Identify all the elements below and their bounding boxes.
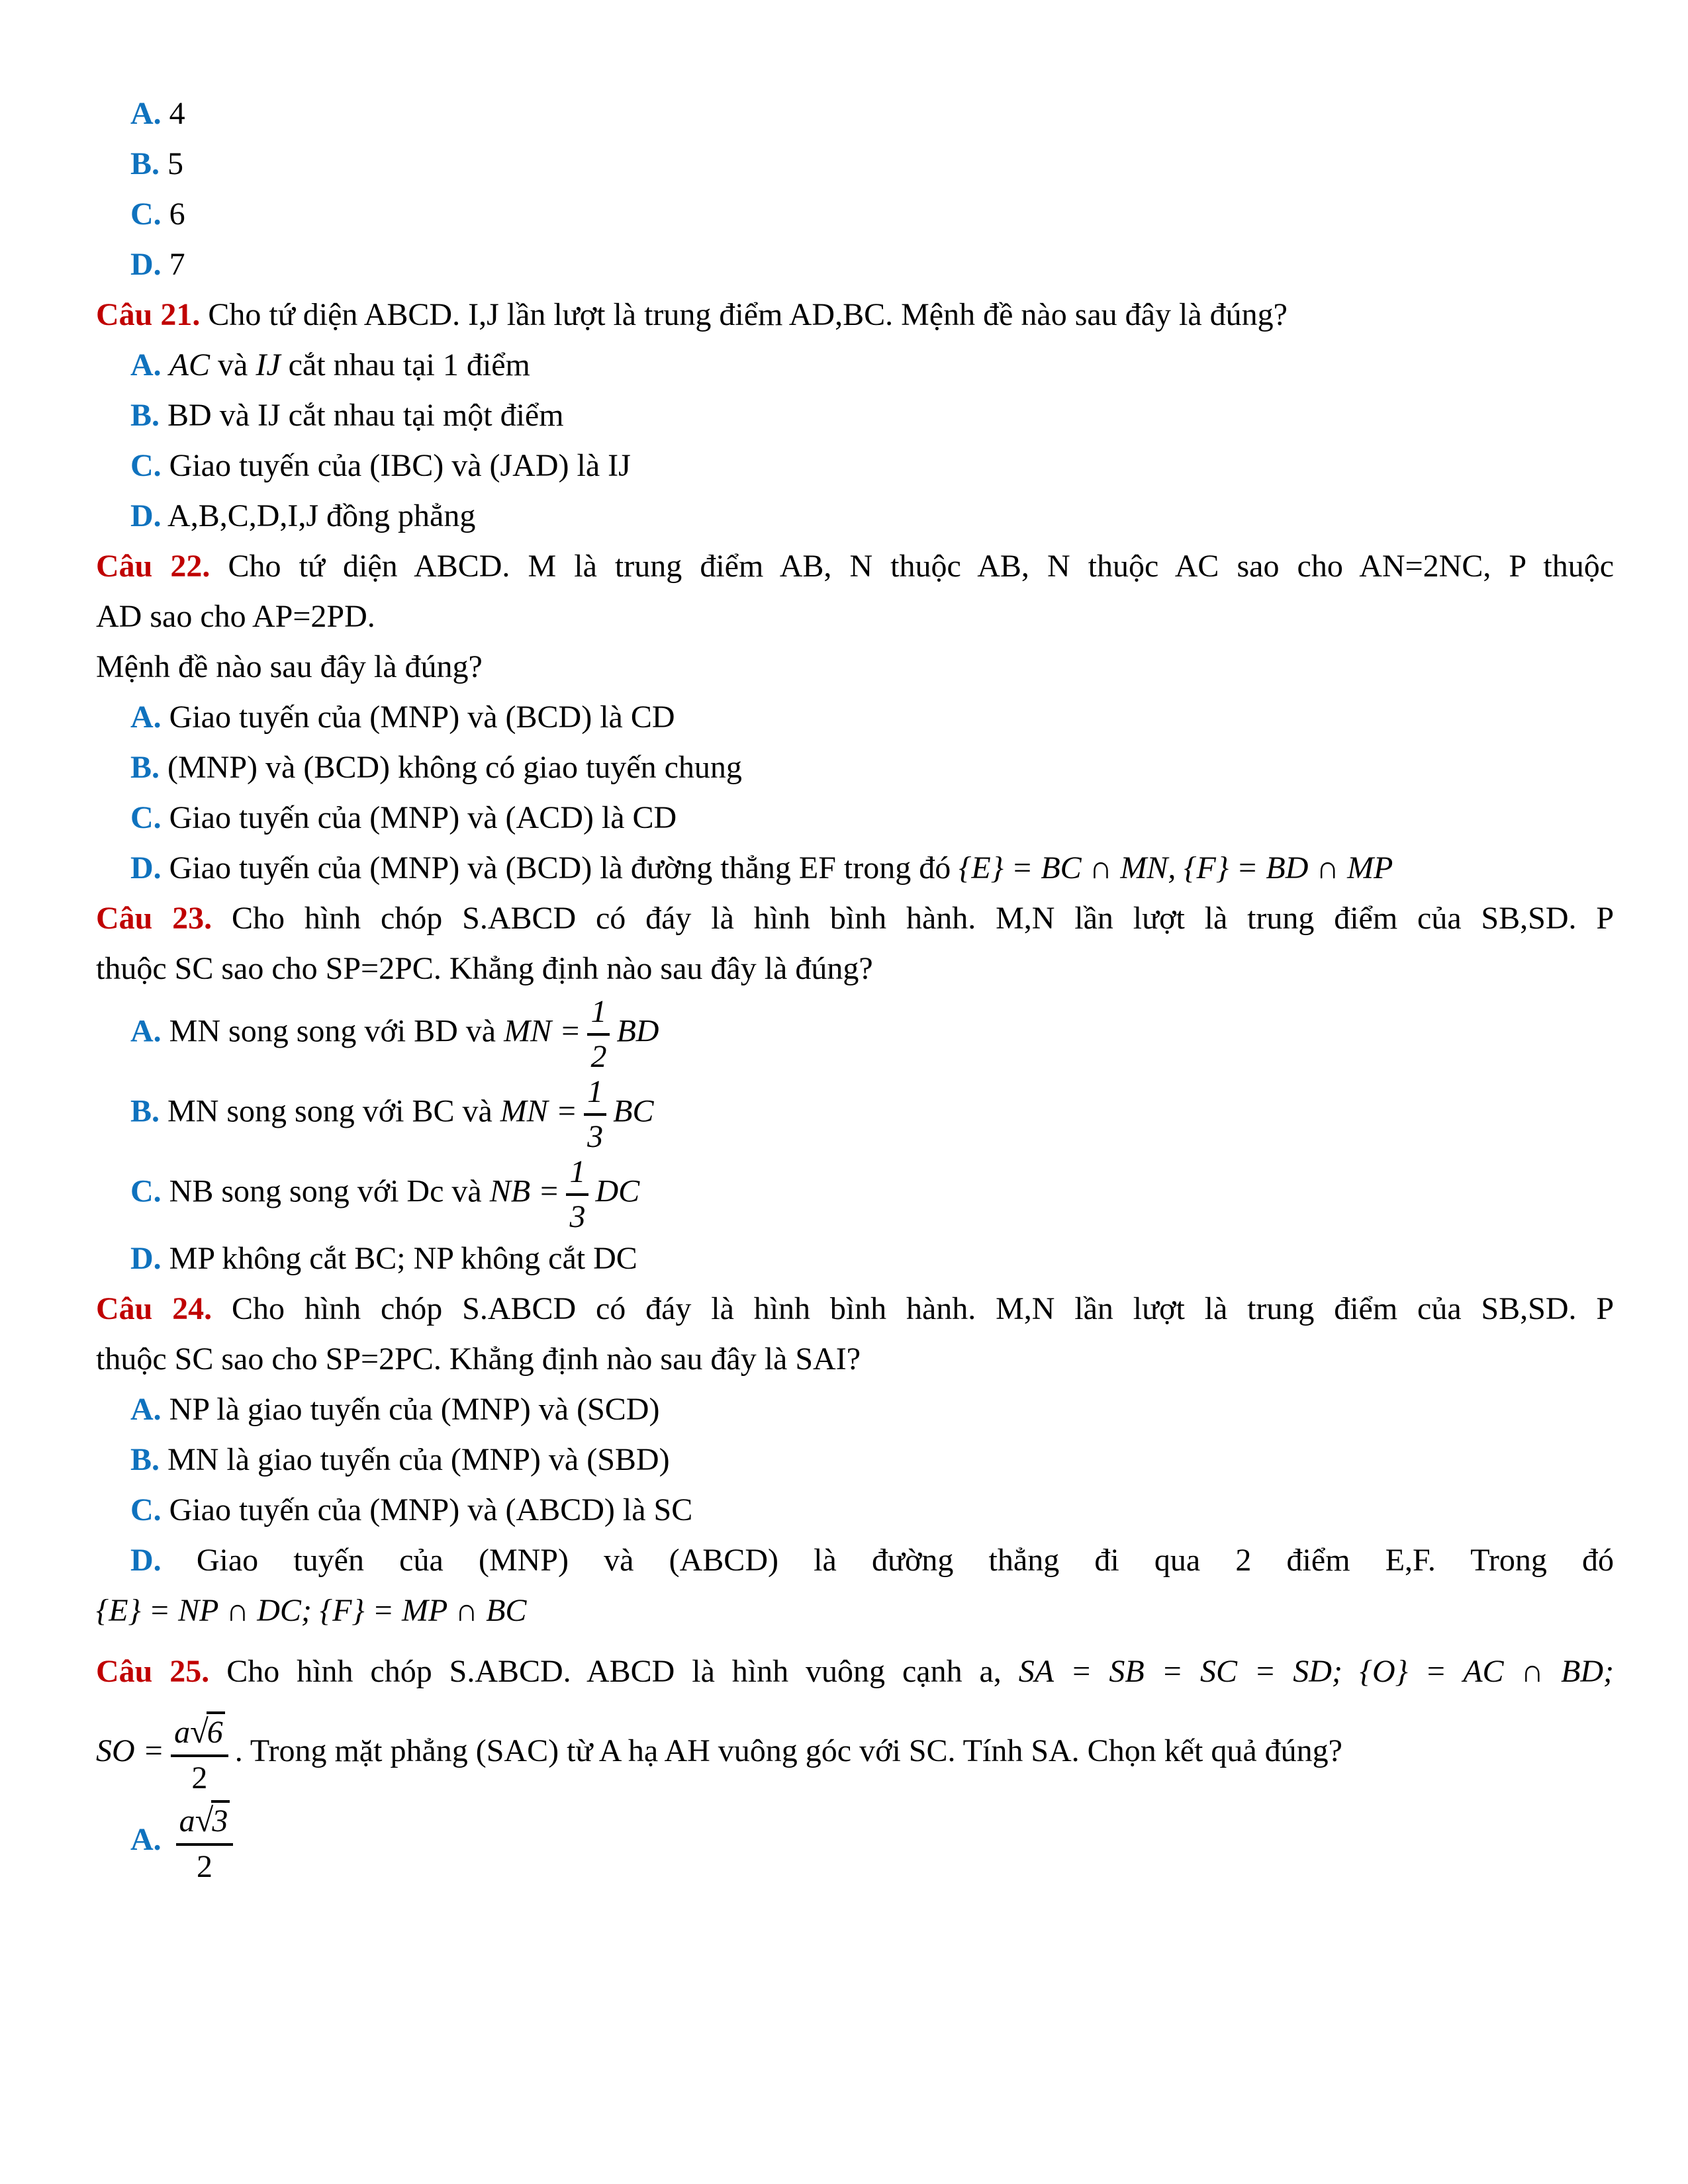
question-24-option-a [130,1385,1614,1435]
option-text: Giao tuyến của (MNP) và (ACD) là CD [169,800,677,835]
fraction-denominator: 2 [197,1848,212,1884]
math-var: IJ [256,347,281,383]
option-letter: A. [130,96,162,131]
question-24-stem-line2: thuộc SC sao cho SP=2PC. Khẳng định nào sau đây là SAI? [96,1342,861,1377]
option-text: MN là giao tuyến của (MNP) và (SBD) [167,1442,670,1478]
math-rhs: BD [616,1013,659,1049]
question-24-text: Cho hình chóp S.ABCD có đáy là hình bình hành. M,N lần lượt là trung điểm của SB,SD. P [232,1291,1615,1327]
question-22-option-c [130,793,1614,843]
option-letter: B. [130,1442,160,1478]
question-25-stem-line1 [96,1647,1614,1697]
fraction-numerator: 1 [584,1074,606,1116]
question-25-text: Cho hình chóp S.ABCD. ABCD là hình vuông cạnh a, [226,1654,1019,1690]
question-23-stem-line1 [96,893,1614,944]
option-letter: C. [130,800,162,835]
prev-question-option-a [130,89,1614,139]
option-letter: A. [130,1392,162,1428]
question-23-label: Câu 23. [96,901,212,936]
question-21-option-d [130,491,1614,541]
fraction-numerator: 1 [587,994,610,1036]
question-22-stem-line1 [96,541,1614,592]
question-23-text: Cho hình chóp S.ABCD có đáy là hình bình hành. M,N lần lượt là trung điểm của SB,SD. P [232,901,1615,936]
option-text: cắt nhau tại 1 điểm [280,347,530,383]
math-expression: SA = SB = SC = SD; {O} = AC ∩ BD; [1018,1654,1615,1690]
option-text: Giao tuyến của (IBC) và (JAD) là IJ [169,448,631,483]
math-rhs: DC [595,1173,640,1208]
math-lhs: MN = [500,1093,578,1129]
question-24-option-d-line2: {E} = NP ∩ DC; {F} = MP ∩ BC [96,1593,527,1629]
option-letter: A. [130,347,162,383]
question-22-label: Câu 22. [96,549,211,584]
math-expression: {E} = BC ∩ MN, {F} = BD ∩ MP [959,850,1393,886]
question-25-label: Câu 25. [96,1654,210,1690]
option-text: Giao tuyến của (MNP) và (ABCD) là đường thẳng đi qua 2 điểm E,F. Trong đó [196,1543,1614,1578]
math-rhs: BC [613,1093,654,1129]
option-letter: B. [130,750,160,785]
question-22-option-d [130,843,1614,893]
question-23 [96,893,1614,1284]
option-text: MP không cắt BC; NP không cắt DC [169,1241,637,1277]
option-letter: C. [130,1173,162,1208]
option-text: 4 [169,96,185,131]
question-22-text: Cho tứ diện ABCD. M là trung điểm AB, N thuộc AB, N thuộc AC sao cho AN=2NC, P thuộc [228,549,1615,584]
question-23-option-c [130,1154,1614,1234]
fraction [171,1713,228,1795]
fraction [587,994,610,1074]
question-21 [96,290,1614,541]
option-text: 5 [167,146,184,181]
question-21-stem [96,290,1614,340]
question-24-stem-line1 [96,1284,1614,1334]
option-text: Giao tuyến của (MNP) và (ABCD) là SC [169,1492,693,1528]
radicand: 6 [207,1711,225,1750]
question-23-option-b [130,1074,1614,1154]
option-letter: D. [130,247,162,282]
question-24-option-c [130,1485,1614,1535]
prev-question-option-d [130,240,1614,290]
question-21-label: Câu 21. [96,297,201,332]
question-25-stem-line2 [96,1713,1614,1795]
question-22 [96,541,1614,893]
question-25 [96,1647,1614,1884]
question-25-text-rest: . Trong mặt phẳng (SAC) từ A hạ AH vuông góc với SC. Tính SA. Chọn kết quả đúng? [234,1733,1342,1769]
question-23-option-a [130,994,1614,1074]
option-letter: B. [130,146,160,181]
option-letter: D. [130,1241,162,1277]
fraction-numerator: 1 [566,1154,588,1196]
option-text: Giao tuyến của (MNP) và (BCD) là CD [169,700,675,735]
prev-question-option-b [130,139,1614,189]
radicand: 3 [211,1800,230,1839]
option-letter: D. [130,1543,162,1578]
fraction-denominator: 2 [590,1039,607,1075]
fraction-denominator: 3 [587,1119,604,1155]
question-21-text: Cho tứ diện ABCD. I,J lần lượt là trung điểm AD,BC. Mệnh đề nào sau đây là đúng? [208,297,1288,332]
math-lhs: MN = [504,1013,581,1049]
option-letter: A. [130,1822,162,1858]
question-24 [96,1284,1614,1636]
fraction-numerator [171,1713,228,1756]
option-text: 6 [169,197,185,232]
question-22-stem-line2: AD sao cho AP=2PD. [96,599,375,634]
math-lhs: SO = [96,1733,165,1769]
question-23-stem-line2: thuộc SC sao cho SP=2PC. Khẳng định nào sau đây là đúng? [96,951,873,986]
option-letter: B. [130,398,160,433]
radical-icon: √ [190,1713,209,1751]
question-22-stem-line3: Mệnh đề nào sau đây là đúng? [96,649,483,684]
option-text: MN song song với BD và [169,1013,504,1049]
option-text: NP là giao tuyến của (MNP) và (SCD) [169,1392,660,1428]
question-21-option-a [130,340,1614,390]
fraction [566,1154,588,1234]
question-21-option-b [130,390,1614,441]
question-23-option-d [130,1234,1614,1284]
option-text: 7 [169,247,185,282]
option-text: MN song song với BC và [167,1093,500,1129]
math-var: AC [169,347,211,383]
fraction-denominator: 2 [191,1760,208,1796]
question-24-option-d-line1 [130,1535,1614,1586]
math-lhs: NB = [489,1173,560,1208]
math-var: a [174,1715,191,1751]
question-22-option-a [130,692,1614,743]
option-letter: B. [130,1093,160,1129]
fraction [584,1074,606,1154]
prev-question-option-c [130,189,1614,240]
option-text: BD và IJ cắt nhau tại một điểm [167,398,564,433]
question-21-option-c [130,441,1614,491]
option-text: và [210,347,256,383]
fraction-numerator [176,1801,234,1845]
option-text: Giao tuyến của (MNP) và (BCD) là đường thẳng EF trong đó [169,850,959,886]
math-var: a [179,1803,195,1839]
option-text: NB song song với Dc và [169,1173,490,1208]
question-22-option-b [130,743,1614,793]
fraction-denominator: 3 [569,1199,586,1234]
question-24-label: Câu 24. [96,1291,212,1327]
option-text: (MNP) và (BCD) không có giao tuyến chung [167,750,742,785]
option-text: A,B,C,D,I,J đồng phẳng [167,498,476,533]
option-letter: C. [130,1492,162,1528]
option-letter: A. [130,1013,162,1049]
option-letter: C. [130,197,162,232]
fraction [176,1801,234,1884]
option-letter: D. [130,498,162,533]
question-24-option-b [130,1435,1614,1485]
option-letter: A. [130,700,162,735]
radical-icon: √ [195,1801,214,1839]
option-letter: C. [130,448,162,483]
question-25-option-a [130,1801,1614,1884]
option-letter: D. [130,850,162,886]
